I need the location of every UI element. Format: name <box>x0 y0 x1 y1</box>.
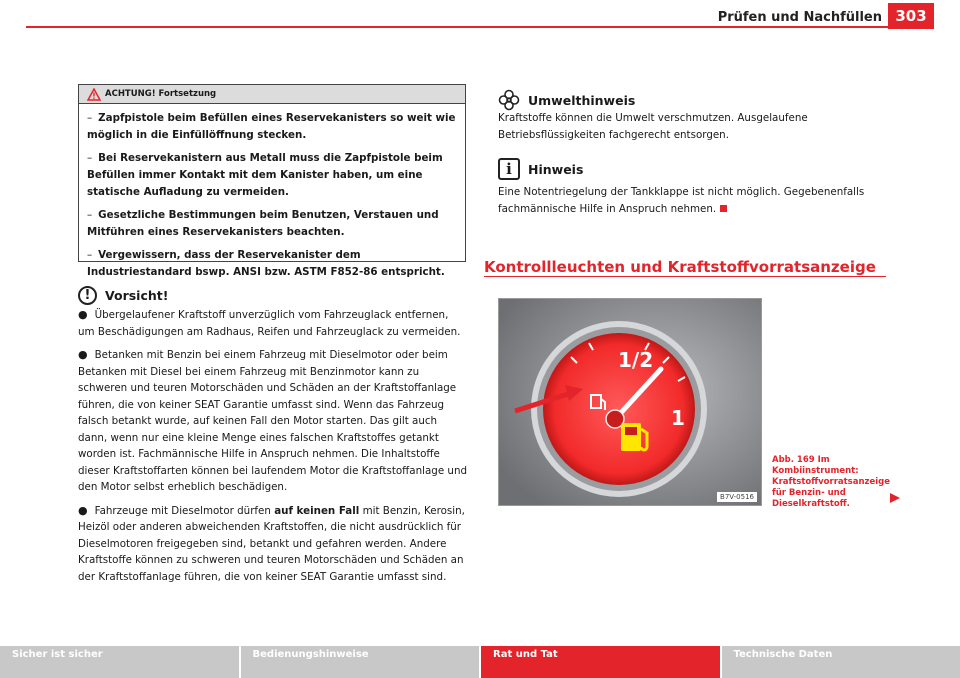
footer-tabs <box>0 646 960 678</box>
caution-heading: Vorsicht! <box>105 288 169 303</box>
gauge-half-label: 1/2 <box>618 348 654 372</box>
note-text: Eine Notentriegelung der Tankklappe ist nicht möglich. Gegebenenfalls fachmännische Hilfe in Anspruch nehmen. <box>498 186 865 215</box>
warning-heading: ACHTUNG! Fortsetzung <box>105 89 217 99</box>
continue-arrow-icon <box>889 492 901 504</box>
warning-item: – Vergewissern, dass der Reservekanister dem Industriestandard bswp. ANSI bzw. ASTM F852-86 entspricht. <box>87 249 445 278</box>
warning-header <box>79 85 465 104</box>
tab-bedienungshinweise[interactable]: Bedienungshinweise <box>241 646 480 678</box>
fuel-gauge-figure <box>498 298 762 506</box>
environment-text: Kraftstoffe können die Umwelt verschmutzen. Ausgelaufene Betriebsflüssigkeiten fachgerecht entsorgen. <box>498 112 808 141</box>
tab-sicher-ist-sicher[interactable]: Sicher ist sicher <box>0 646 239 678</box>
gauge-full-label: 1 <box>671 406 685 430</box>
tab-rat-und-tat[interactable]: Rat und Tat <box>481 646 720 678</box>
page-header-title: Prüfen und Nachfüllen <box>717 10 882 25</box>
caution-body <box>78 307 468 592</box>
section-title: Kontrollleuchten und Kraftstoffvorratsanzeige <box>484 258 876 276</box>
note-heading: Hinweis <box>528 161 584 177</box>
header-rule <box>26 26 934 28</box>
bullet-icon: ● <box>78 348 88 361</box>
section-rule <box>484 276 886 277</box>
environment-heading: Umwelthinweis <box>528 92 636 108</box>
exclamation-circle-icon: ! <box>78 286 97 305</box>
info-icon: i <box>498 158 520 180</box>
warning-item: – Bei Reservekanistern aus Metall muss die Zapfpistole beim Befüllen immer Kontakt mit dem Kanister haben, um eine statische Aufladung zu vermeiden. <box>87 152 443 198</box>
bullet-icon: ● <box>78 503 88 517</box>
page-number: 303 <box>888 3 934 29</box>
caution-bullet-3: ● Fahrzeuge mit Dieselmotor dürfen auf keinen Fall mit Benzin, Kerosin, Heizöl oder anderen abweichenden Kraftstoffen, die nicht ausdrücklich für Dieselmotoren freigegeben sind, betankt und gefahren werden. Andere Kraftstoffe können zu schweren und teuren Motorschäden und Schäden an der Kraftstoffanlage führen, die von keiner SEAT Garantie umfasst sind. <box>78 503 465 583</box>
end-of-section-icon <box>720 205 727 212</box>
warning-item: – Zapfpistole beim Befüllen eines Reservekanisters so weit wie möglich in die Einfüllöffnung stecken. <box>87 112 456 141</box>
figure-code: B7V-0516 <box>717 492 757 502</box>
bullet-icon: ● <box>78 308 88 321</box>
flower-icon <box>498 89 520 111</box>
note-body <box>498 184 888 217</box>
warning-box <box>78 84 466 278</box>
caution-bullet-1: ● Übergelaufener Kraftstoff unverzüglich vom Fahrzeuglack entfernen, um Beschädigungen am Radhaus, Reifen und Fahrzeuglack zu vermeiden. <box>78 308 461 338</box>
figure-caption: Abb. 169 Im Kombiinstrument: Kraftstoffvorratsanzeige für Benzin- und Dieselkraftstoff. <box>772 455 891 509</box>
fuel-gauge-illustration <box>499 299 761 505</box>
tab-technische-daten[interactable]: Technische Daten <box>722 646 960 678</box>
warning-item: – Gesetzliche Bestimmungen beim Benutzen, Verstauen und Mitführen eines Reservekanisters beachten. <box>87 209 439 238</box>
environment-header <box>498 89 635 111</box>
caution-bullet-2: ● Betanken mit Benzin bei einem Fahrzeug mit Dieselmotor oder beim Betanken mit Diesel bei einem Fahrzeug mit Benzinmotor kann zu schweren und teuren Motorschäden und Schäden an der Kraftstoffanlage führen, die von keiner SEAT Garantie umfasst sind. Wenn das Fahrzeug falsch betankt wurde, auf keinen Fall den Motor starten. Das gilt auch dann, wenn nur eine kleine Menge eines falschen Kraftstoffes getankt worden ist. Fachmännische Hilfe in Anspruch nehmen. Die Inhaltstoffe dieser Kraftstoffarten können bei laufendem Motor die Kraftstoffanlage und den Motor selbst erheblich beschädigen. <box>78 348 468 493</box>
note-header <box>498 158 583 180</box>
warning-triangle-icon <box>87 88 101 101</box>
caution-header <box>78 286 168 305</box>
